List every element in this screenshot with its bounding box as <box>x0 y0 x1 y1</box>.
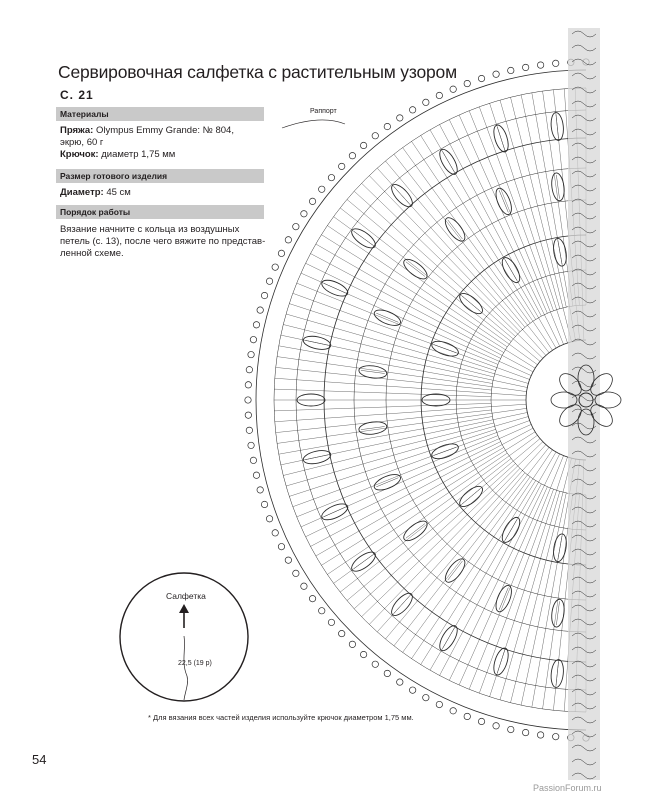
chart-stitch <box>327 453 507 574</box>
repeat-bracket <box>282 120 345 128</box>
chart-stitch <box>354 464 515 609</box>
footnote: * Для вязания всех частей изделия используйте крючок диаметром 1,75 мм. <box>148 713 414 722</box>
chart-picot <box>423 99 429 105</box>
chart-stitch <box>511 97 572 342</box>
chart-picot <box>245 412 251 418</box>
chart-leaf-vein <box>324 507 346 517</box>
chart-picot <box>450 86 456 92</box>
chart-leaf-vein <box>354 555 373 569</box>
chart-stitch <box>275 378 526 396</box>
chart-picot <box>372 133 378 139</box>
chart-stitch <box>511 458 572 703</box>
chart-picot <box>246 427 252 433</box>
diameter-line <box>60 187 131 199</box>
chart-picot <box>293 570 299 576</box>
chart-picot <box>349 152 355 158</box>
page-reference: С. 21 <box>60 88 94 102</box>
chart-stitch <box>293 293 530 379</box>
diameter-label: Диаметр: <box>60 187 104 198</box>
chart-picot <box>397 115 403 121</box>
chart-picot <box>397 679 403 685</box>
hook-line <box>60 149 175 161</box>
chart-stitch <box>286 314 528 383</box>
yarn-label: Пряжа: <box>60 125 94 136</box>
chart-stitch <box>277 408 527 443</box>
chart-picot <box>266 516 272 522</box>
chart-picot <box>309 595 315 601</box>
mini-arrowhead <box>179 604 189 613</box>
yarn-value: Olympus Emmy Grande: № 804, <box>96 125 234 136</box>
chart-leaf-vein <box>324 283 346 293</box>
repeat-highlight <box>568 28 600 780</box>
chart-stitch <box>347 439 540 601</box>
chart-picot <box>464 713 470 719</box>
chart-picot <box>246 367 252 373</box>
chart-picot <box>384 123 390 129</box>
chart-picot <box>338 630 344 636</box>
procedure-line-2: петель (с. 13), после чего вяжите по представ- <box>60 236 266 247</box>
mini-label: Салфетка <box>166 591 206 601</box>
chart-picot <box>278 543 284 549</box>
chart-stitch <box>274 403 491 411</box>
chart-picot <box>409 107 415 113</box>
chart-stitch <box>297 283 498 364</box>
chart-picot <box>508 726 514 732</box>
chart-stitch <box>340 208 511 342</box>
chart-picot <box>261 292 267 298</box>
chart-picot <box>309 198 315 204</box>
chart-picot <box>272 264 278 270</box>
chart-stitch <box>311 254 534 372</box>
chart-leaf-vein <box>443 151 455 172</box>
chart-leaf-vein <box>462 296 480 311</box>
chart-picot <box>248 351 254 357</box>
chart-stitch <box>286 417 528 486</box>
chart-picot <box>257 487 263 493</box>
chart-leaf-vein <box>448 220 463 239</box>
chart-stitch <box>347 199 540 361</box>
chart-picot <box>253 322 259 328</box>
chart-leaf-vein <box>305 340 328 345</box>
chart-stitch <box>354 191 515 336</box>
chart-picot <box>293 223 299 229</box>
procedure-line-3: ленной схеме. <box>60 248 124 259</box>
mini-radius <box>184 636 188 700</box>
chart-leaf-vein <box>305 455 328 460</box>
chart-stitch <box>279 416 493 454</box>
chart-picot <box>372 661 378 667</box>
yarn-value-2: экрю, 60 г <box>60 137 104 148</box>
chart-picot <box>464 80 470 86</box>
chart-picot <box>436 701 442 707</box>
chart-stitch <box>316 448 504 557</box>
chart-picot <box>285 237 291 243</box>
chart-picot <box>261 501 267 507</box>
chart-picot <box>384 670 390 676</box>
chart-picot <box>508 67 514 73</box>
chart-picot <box>537 732 543 738</box>
chart-picot <box>360 142 366 148</box>
chart-stitch <box>340 458 511 592</box>
procedure-heading: Порядок работы <box>56 205 264 219</box>
chart-leaf-vein <box>462 489 480 504</box>
size-heading: Размер готового изделия <box>56 169 264 183</box>
chart-picot <box>319 186 325 192</box>
chart-picot <box>250 457 256 463</box>
chart-leaf-vein <box>505 260 517 281</box>
chart-stitch <box>274 389 491 397</box>
chart-leaf-vein <box>556 115 559 139</box>
page-title: Сервировочная салфетка с растительным узором <box>58 62 457 82</box>
chart-stitch <box>311 428 534 546</box>
chart-stitch <box>403 477 531 653</box>
chart-stitch <box>293 421 530 507</box>
chart-picot <box>319 608 325 614</box>
chart-picot <box>301 211 307 217</box>
chart-picot <box>266 278 272 284</box>
mini-measure: 22,5 (19 р) <box>178 660 212 667</box>
chart-picot <box>257 307 263 313</box>
chart-leaf-vein <box>406 262 425 277</box>
chart-picot <box>250 336 256 342</box>
chart-leaf-vein <box>376 478 398 487</box>
chart-leaf-vein <box>361 426 385 429</box>
chart-leaf-vein <box>556 175 559 199</box>
chart-leaf-vein <box>376 313 398 322</box>
chart-stitch <box>449 454 559 680</box>
page-number: 54 <box>32 752 47 767</box>
diameter-value: 45 см <box>106 187 131 198</box>
chart-picot <box>537 62 543 68</box>
chart-picot <box>450 708 456 714</box>
chart-picot <box>522 729 528 735</box>
chart-picot <box>328 619 334 625</box>
chart-picot <box>245 397 251 403</box>
chart-picot <box>360 651 366 657</box>
chart-picot <box>301 583 307 589</box>
chart-leaf-vein <box>448 561 463 580</box>
chart-leaf-vein <box>499 190 508 212</box>
chart-stitch <box>275 404 526 422</box>
hook-label: Крючок: <box>60 149 99 160</box>
chart-picot <box>553 60 559 66</box>
chart-stitch <box>277 357 527 392</box>
chart-picot <box>409 687 415 693</box>
chart-stitch <box>421 481 536 665</box>
chart-stitch <box>403 148 531 324</box>
chart-leaf-vein <box>361 370 385 373</box>
chart-leaf-vein <box>558 240 562 264</box>
chart-stitch <box>327 226 507 347</box>
chart-picot <box>493 723 499 729</box>
chart-stitch <box>316 244 504 353</box>
chart-picot <box>522 64 528 70</box>
chart-leaf-vein <box>558 536 562 560</box>
chart-picot <box>278 250 284 256</box>
repeat-label: Раппорт <box>310 108 337 115</box>
chart-stitch <box>279 346 493 384</box>
chart-picot <box>349 641 355 647</box>
chart-leaf-vein <box>443 628 455 649</box>
chart-picot <box>423 694 429 700</box>
chart-picot <box>248 442 254 448</box>
procedure-line-1: Вязание начните с кольца из воздушных <box>60 224 240 235</box>
chart-stitch <box>449 120 559 346</box>
chart-stitch <box>421 135 536 319</box>
chart-leaf-vein <box>499 588 508 610</box>
materials-heading: Материалы <box>56 107 264 121</box>
chart-leaf-vein <box>394 187 410 205</box>
chart-leaf-vein <box>354 231 373 245</box>
chart-stitch <box>479 107 553 311</box>
chart-stitch <box>321 432 535 566</box>
watermark: PassionForum.ru <box>533 783 602 793</box>
chart-picot <box>478 718 484 724</box>
chart-picot <box>253 472 259 478</box>
chart-stitch <box>362 442 543 617</box>
chart-stitch <box>479 489 553 693</box>
chart-stitch <box>385 161 524 327</box>
chart-picot <box>285 557 291 563</box>
chart-stitch <box>369 176 520 332</box>
chart-stitch <box>385 473 524 639</box>
chart-leaf-vein <box>406 524 425 539</box>
chart-picot <box>436 92 442 98</box>
chart-leaf-vein <box>556 601 559 625</box>
chart-picot <box>328 174 334 180</box>
chart-stitch <box>362 183 543 358</box>
chart-picot <box>245 382 251 388</box>
chart-picot <box>272 530 278 536</box>
yarn-line <box>60 125 234 137</box>
chart-leaf-vein <box>505 520 517 541</box>
hook-value: диаметр 1,75 мм <box>101 149 176 160</box>
chart-picot <box>478 75 484 81</box>
chart-picot <box>553 733 559 739</box>
chart-leaf-vein <box>394 595 410 613</box>
chart-picot <box>493 71 499 77</box>
chart-stitch <box>369 468 520 624</box>
chart-leaf-vein <box>556 662 559 686</box>
chart-stitch <box>321 235 535 369</box>
chart-stitch <box>297 436 498 517</box>
chart-picot <box>338 163 344 169</box>
